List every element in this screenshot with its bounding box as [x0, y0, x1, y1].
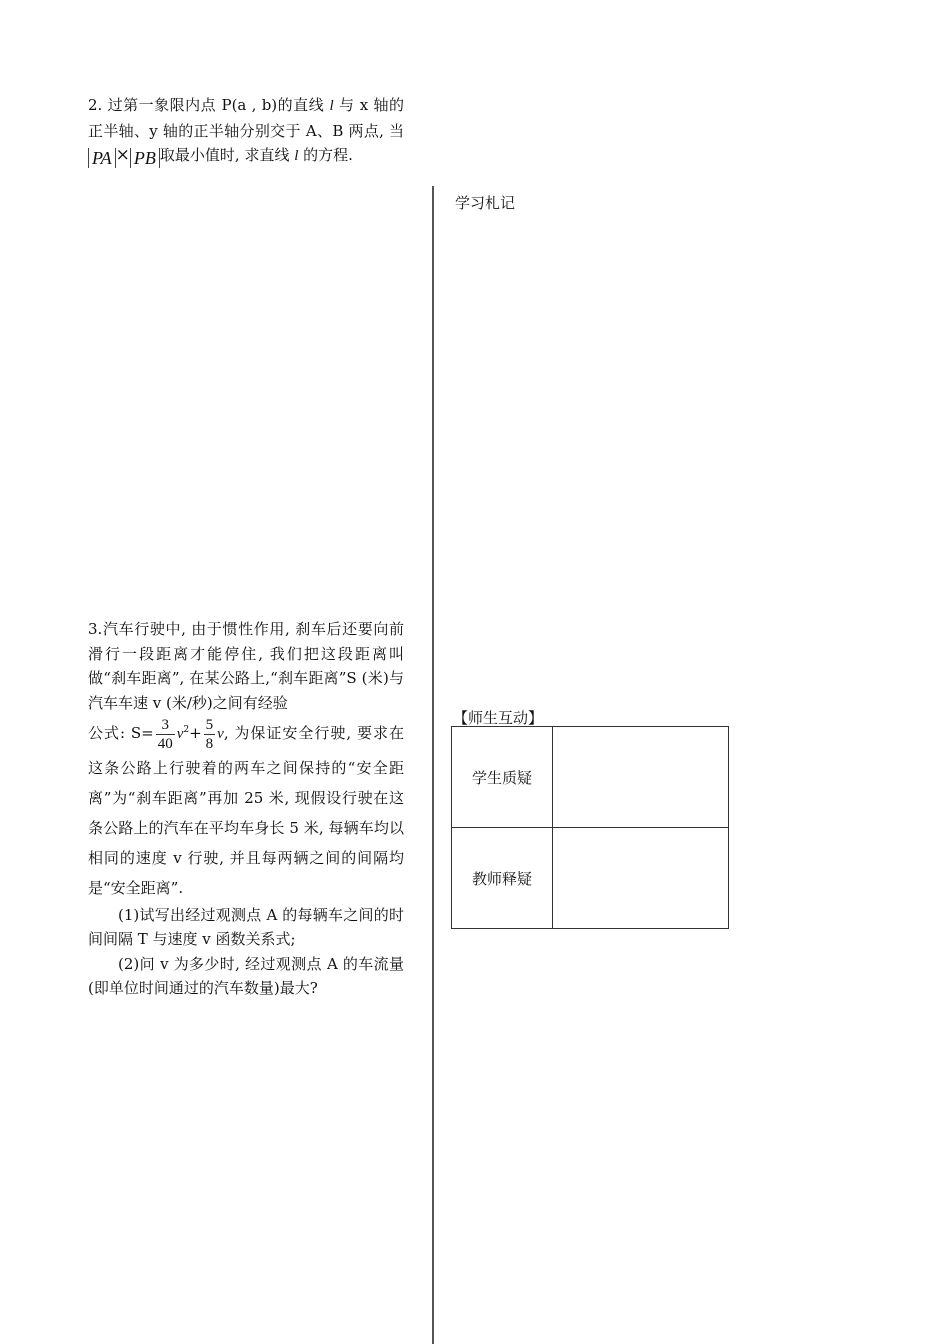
fraction-denominator: 8 — [205, 735, 214, 752]
fraction-denominator: 40 — [157, 735, 173, 752]
velocity-symbol: v — [217, 726, 224, 742]
student-question-cell — [553, 727, 729, 828]
q3-part-2: (2)问 v 为多少时, 经过观测点 A 的车流量(即单位时间通过的汽车数量)最大? — [88, 954, 404, 997]
teacher-answer-cell — [553, 828, 729, 929]
q3-after-formula: , 为保证安全行驶, 要求在这条公路上行驶着的两车之间保持的“安全距离”为“刹车距离”再加 25 米, 现假设行驶在这条公路上的汽车在平均车身长 5 米, 每辆车均以相同的速度 v 行驶, 并且每两辆之间的间隔均是“安全距离”. — [88, 724, 404, 897]
q2-number: 2. — [88, 96, 103, 114]
q2-text-2: 与 x 轴的正半轴、y 轴的正半轴分别交于 A、B 两点, 当 — [88, 96, 405, 140]
column-divider — [432, 186, 434, 1344]
line-l-symbol-2: l — [294, 148, 299, 164]
table-row — [452, 828, 729, 929]
fraction-numerator: 3 — [156, 716, 175, 735]
question-3 — [88, 617, 404, 1001]
fraction-3-40 — [156, 716, 175, 753]
interaction-table — [451, 726, 729, 929]
abs-pb: PB — [130, 148, 160, 168]
q2-text-3: 取最小值时, 求直线 — [159, 146, 295, 164]
q2-text-1: 过第一象限内点 P(a , b)的直线 — [102, 96, 330, 114]
q3-formula-line — [88, 715, 404, 903]
abs-pa: PA — [88, 148, 116, 168]
velocity-symbol: v — [176, 726, 184, 742]
question-2 — [88, 93, 404, 169]
times-symbol: × — [115, 145, 130, 165]
interaction-title: 【师生互动】 — [453, 709, 544, 727]
q2-text-4: 的方程. — [298, 146, 353, 164]
plus-sign: + — [189, 724, 202, 742]
line-l-symbol: l — [329, 98, 334, 114]
fraction-5-8 — [204, 716, 216, 753]
student-question-label: 学生质疑 — [452, 727, 553, 828]
teacher-answer-label: 教师释疑 — [452, 828, 553, 929]
q3-part-1: (1)试写出经过观测点 A 的每辆车之间的时间间隔 T 与速度 v 函数关系式; — [88, 905, 404, 948]
formula-prefix: 公式: S= — [88, 724, 154, 742]
square-exponent: 2 — [183, 725, 190, 735]
notes-title: 学习札记 — [455, 194, 516, 212]
table-row — [452, 727, 729, 828]
q3-intro: 3.汽车行驶中, 由于惯性作用, 刹车后还要向前滑行一段距离才能停住, 我们把这段距离叫做“刹车距离”, 在某公路上,“刹车距离”S (米)与汽车车速 v (米/秒)之间有经验 — [88, 620, 404, 712]
fraction-numerator: 5 — [205, 716, 214, 733]
